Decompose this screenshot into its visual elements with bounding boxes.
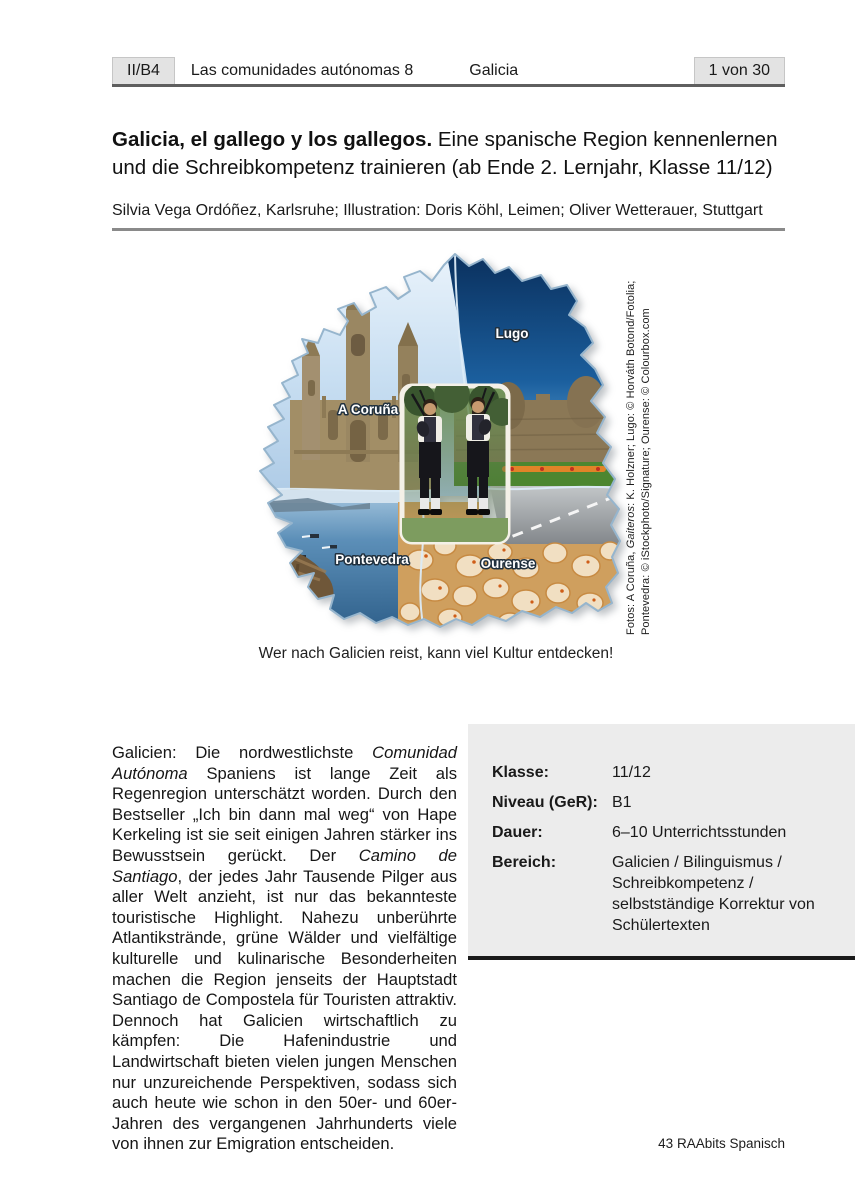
divider-rule [112, 228, 785, 231]
info-value-klasse: 11/12 [612, 764, 651, 781]
figure-caption: Wer nach Galicien reist, kann viel Kultur entdecken! [258, 645, 614, 662]
info-value-dauer: 6–10 Unterrichtsstunden [612, 824, 787, 841]
galicia-map-svg [250, 250, 622, 632]
photo-credits-line2: Pontevedra: © iStockphoto/Signature; Ourense: © Colourbox.com [640, 308, 652, 635]
intro-paragraph: Galicien: Die nordwestlichste Comunidad Autónoma Spaniens ist lange Zeit als Regenregion unterschätzt worden. Durch den Bestseller „Ich bin dann mal weg“ von Hape Kerkeling ist sie seit einigen Jahren stärker ins Bewusstsein gerückt. Der Camino de Santiago, der jedes Jahr Tausende Pilger aus aller Welt anzieht, ist nur das bekannteste touristische Highlight. Nahezu unberührte Atlantikstrände, grüne Wälder und vielfältige kulturelle und kulinarische Besonderheiten machen die Region jenseits der Hauptstadt Santiago de Compostela für Touristen attraktiv. Dennoch hat Galicien wirtschaftlich zu kämpfen: Die Hafenindustrie und Landwirtschaft bieten vielen jungen Menschen nur unzureichende Perspektiven, sodass sich auch heute wie schon in den 50er- und 60er-Jahren des vergangenen Jahrhunderts viele von ihnen zur Emigration entscheiden. [112, 743, 457, 1154]
photo-credits [624, 243, 660, 635]
info-value-bereich: Galicien / Bilinguismus / Schreibkompetenz / selbstständige Korrektur von Schülertexten [612, 854, 815, 934]
info-label-dauer: Dauer: [492, 824, 543, 841]
map-label-pontevedra: Pontevedra [335, 552, 409, 567]
info-label-niveau: Niveau (GeR): [492, 794, 598, 811]
info-label-bereich: Bereich: [492, 854, 557, 871]
document-title: Galicia, el gallego y los gallegos. Eine spanische Region kennenlernen und die Schreibkompetenz trainieren (ab Ende 2. Lernjahr, Klasse 11/12) [112, 128, 778, 179]
map-label-a-coruna: A Coruña [337, 402, 399, 417]
page-number-badge: 1 von 30 [694, 57, 785, 84]
gaiteros-photo [402, 377, 516, 542]
unit-code-badge: II/B4 [112, 57, 175, 84]
footer-imprint: 43 RAAbits Spanisch [658, 1136, 785, 1151]
page-header [112, 57, 785, 87]
map-label-ourense: Ourense [480, 556, 536, 571]
lesson-info-box [468, 724, 855, 960]
info-value-niveau: B1 [612, 794, 632, 811]
info-label-klasse: Klasse: [492, 764, 549, 781]
photo-credits-line1: Fotos: A Coruña, Gaiteros: K. Holzner; Lugo: © Horváth Botond/Fotolia; [625, 280, 637, 635]
authors-line: Silvia Vega Ordóñez, Karlsruhe; Illustration: Doris Köhl, Leimen; Oliver Wetterauer, Stuttgart [112, 202, 763, 219]
map-label-lugo: Lugo [495, 326, 529, 341]
region-title: Galicia [469, 61, 519, 79]
series-title: Las comunidades autónomas 8 [190, 61, 414, 79]
galicia-map-figure [250, 250, 622, 632]
